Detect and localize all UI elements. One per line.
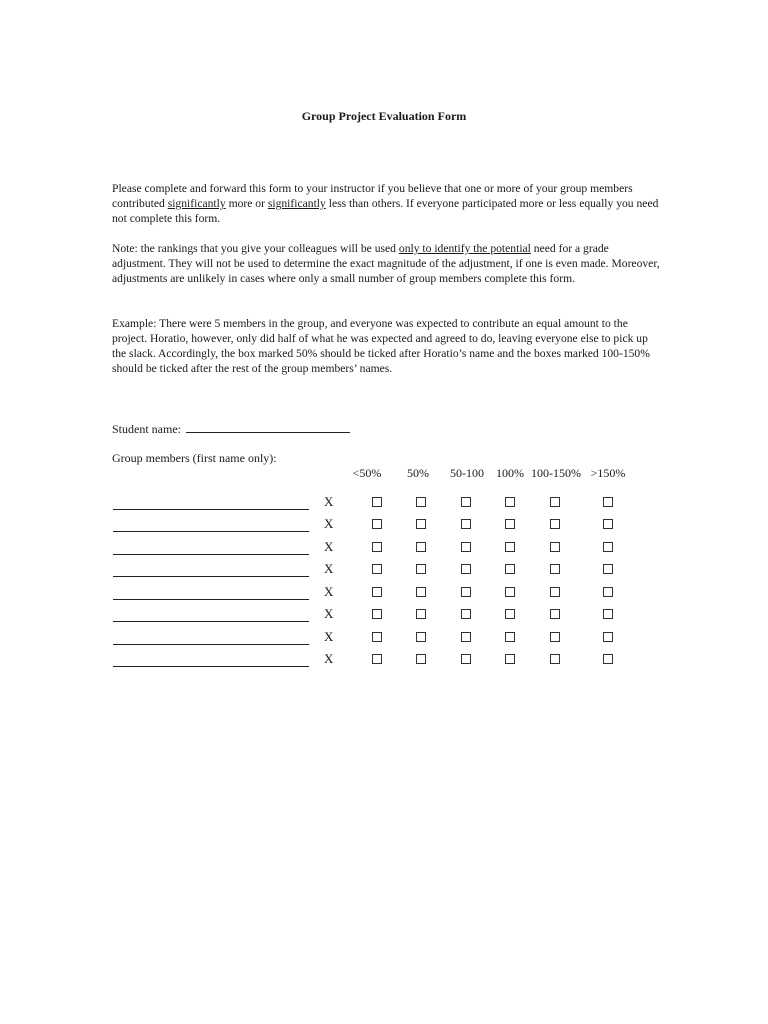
rating-checkbox-3[interactable] (505, 542, 515, 552)
rating-checkbox-1[interactable] (416, 519, 426, 529)
rating-checkbox-0[interactable] (372, 519, 382, 529)
x-mark: X (324, 584, 334, 599)
rating-checkbox-3[interactable] (505, 587, 515, 597)
x-mark: X (324, 561, 334, 576)
x-mark: X (324, 651, 334, 666)
rating-checkbox-0[interactable] (372, 564, 382, 574)
member-name-field[interactable] (113, 564, 309, 577)
rating-checkbox-4[interactable] (550, 609, 560, 619)
rating-checkbox-2[interactable] (461, 519, 471, 529)
rating-checkbox-4[interactable] (550, 632, 560, 642)
member-name-field[interactable] (113, 609, 309, 622)
column-header-5: >150% (590, 466, 626, 480)
x-mark: X (324, 494, 334, 509)
rating-checkbox-5[interactable] (603, 654, 613, 664)
column-header-0: <50% (352, 466, 382, 480)
rating-checkbox-5[interactable] (603, 609, 613, 619)
x-mark: X (324, 629, 334, 644)
instructions-emphasis-1: significantly (167, 197, 226, 210)
rating-checkbox-1[interactable] (416, 609, 426, 619)
x-mark: X (324, 516, 334, 531)
note-text-b: need for a grade adjustment. They will not be used to determine the exact magnitude of the adjustment, if one is even made. Moreover, adjustments are unlikely in cases where only a small number of group members complete this form. (112, 242, 660, 285)
rating-checkbox-2[interactable] (461, 654, 471, 664)
rating-checkbox-4[interactable] (550, 497, 560, 507)
note-emphasis: only to identify the potential (398, 242, 531, 255)
student-name-field[interactable] (186, 419, 350, 433)
rating-checkbox-0[interactable] (372, 497, 382, 507)
rating-checkbox-2[interactable] (461, 497, 471, 507)
rating-checkbox-1[interactable] (416, 497, 426, 507)
rating-checkbox-4[interactable] (550, 564, 560, 574)
group-member-row (0, 494, 768, 516)
x-mark: X (324, 606, 334, 621)
rating-checkbox-0[interactable] (372, 542, 382, 552)
rating-checkbox-2[interactable] (461, 564, 471, 574)
member-name-field[interactable] (113, 587, 309, 600)
instructions-emphasis-2: significantly (267, 197, 326, 210)
note-text-a: Note: the rankings that you give your colleagues will be used (112, 242, 399, 255)
group-members-label: Group members (first name only): (112, 451, 277, 465)
rating-checkbox-0[interactable] (372, 654, 382, 664)
group-member-row (0, 629, 768, 651)
student-name-label: Student name: (112, 422, 181, 436)
rating-checkbox-2[interactable] (461, 632, 471, 642)
member-name-field[interactable] (113, 654, 309, 667)
group-member-row (0, 606, 768, 628)
rating-checkbox-5[interactable] (603, 542, 613, 552)
group-member-row (0, 561, 768, 583)
example-paragraph: Example: There were 5 members in the group, and everyone was expected to contribute an equal amount to the project. Horatio, however, only did half of what he was expected and agreed to do, leaving everyone else to pick up the slack. Accordingly, the box marked 50% should be ticked after Horatio’s name and the boxes marked 100-150% should be ticked after the rest of the group members’ names. (112, 317, 650, 375)
member-name-field[interactable] (113, 632, 309, 645)
group-member-row (0, 516, 768, 538)
rating-checkbox-5[interactable] (603, 587, 613, 597)
form-title: Group Project Evaluation Form (301, 109, 467, 123)
column-header-1: 50% (407, 466, 429, 480)
instructions-paragraph (112, 181, 660, 226)
member-name-field[interactable] (113, 519, 309, 532)
rating-checkbox-5[interactable] (603, 519, 613, 529)
rating-checkbox-4[interactable] (550, 654, 560, 664)
group-member-row (0, 539, 768, 561)
rating-checkbox-1[interactable] (416, 654, 426, 664)
group-member-row (0, 651, 768, 673)
rating-checkbox-1[interactable] (416, 632, 426, 642)
rating-checkbox-2[interactable] (461, 587, 471, 597)
rating-checkbox-5[interactable] (603, 497, 613, 507)
rating-checkbox-1[interactable] (416, 564, 426, 574)
rating-checkbox-3[interactable] (505, 497, 515, 507)
instructions-text-c: less than others. If everyone participated more or less equally you need not complete this form. (112, 197, 659, 225)
rating-checkbox-3[interactable] (505, 609, 515, 619)
rating-checkbox-3[interactable] (505, 654, 515, 664)
rating-checkbox-3[interactable] (505, 632, 515, 642)
rating-checkbox-4[interactable] (550, 542, 560, 552)
member-name-field[interactable] (113, 497, 309, 510)
rating-checkbox-0[interactable] (372, 609, 382, 619)
rating-checkbox-1[interactable] (416, 542, 426, 552)
x-mark: X (324, 539, 334, 554)
student-name-row (112, 419, 350, 437)
note-paragraph (112, 241, 660, 286)
rating-checkbox-4[interactable] (550, 519, 560, 529)
rating-checkbox-0[interactable] (372, 587, 382, 597)
rating-checkbox-2[interactable] (461, 542, 471, 552)
member-name-field[interactable] (113, 542, 309, 555)
rating-checkbox-3[interactable] (505, 519, 515, 529)
instructions-text-a: Please complete and forward this form to your instructor if you believe that one or more of your group members contributed (112, 182, 633, 210)
group-member-row (0, 584, 768, 606)
column-header-2: 50-100 (450, 466, 484, 480)
rating-checkbox-4[interactable] (550, 587, 560, 597)
rating-checkbox-2[interactable] (461, 609, 471, 619)
rating-checkbox-5[interactable] (603, 632, 613, 642)
column-header-4: 100-150% (531, 466, 581, 480)
rating-checkbox-0[interactable] (372, 632, 382, 642)
column-header-3: 100% (496, 466, 524, 480)
rating-checkbox-3[interactable] (505, 564, 515, 574)
instructions-text-b: more or (225, 197, 268, 210)
rating-checkbox-5[interactable] (603, 564, 613, 574)
rating-checkbox-1[interactable] (416, 587, 426, 597)
